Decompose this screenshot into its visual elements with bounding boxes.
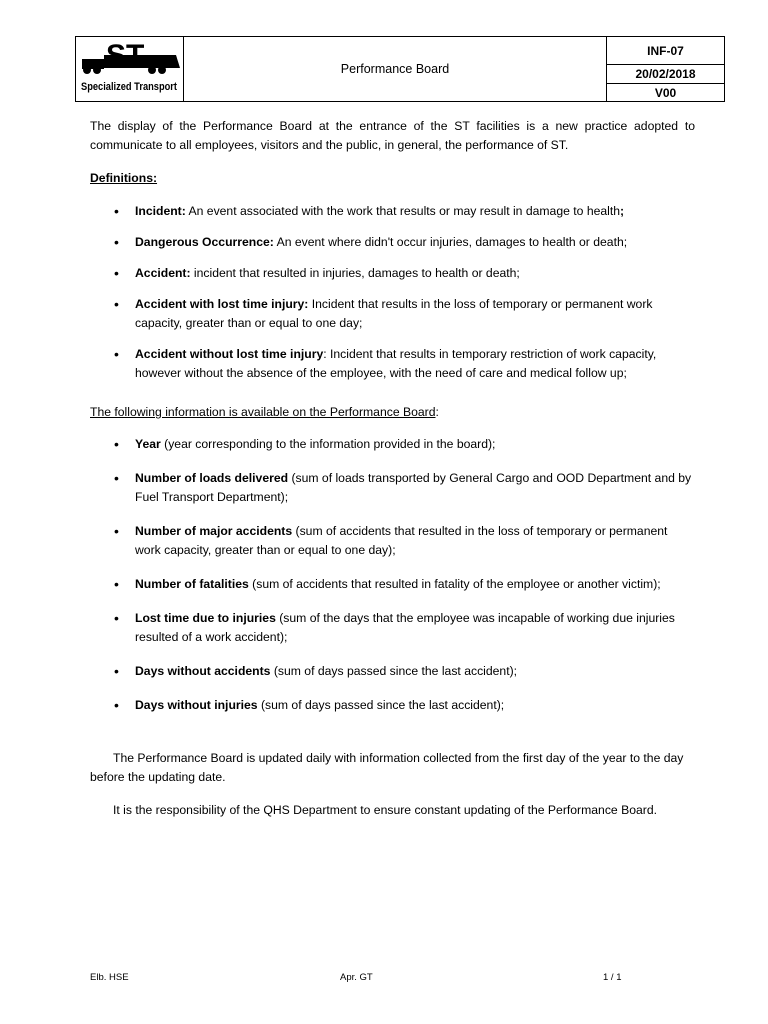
definitions-list bbox=[90, 202, 695, 383]
list-item: • Number of fatalities (sum of accidents that resulted in fatality of the employee or another victim); bbox=[90, 575, 695, 594]
logo-company-text: Specialized Transport bbox=[81, 81, 178, 93]
document-meta bbox=[606, 37, 724, 101]
list-item: • Accident without lost time injury: Incident that results in temporary restriction of work capacity, however without the absence of the employee, with the need of care and medical follow up; bbox=[90, 345, 695, 383]
document-code: INF-07 bbox=[607, 37, 724, 65]
document-version: V00 bbox=[654, 85, 677, 100]
info-list bbox=[90, 435, 695, 715]
list-item: • Lost time due to injuries (sum of the days that the employee was incapable of working due injuries resulted of a work accident); bbox=[90, 609, 695, 647]
logo-big-text: ST bbox=[106, 39, 145, 72]
update-paragraph: The Performance Board is updated daily with information collected from the first day of the year to the day before the updating date. bbox=[90, 751, 684, 784]
document-footer bbox=[0, 972, 768, 988]
list-item: • Year (year corresponding to the information provided in the board); bbox=[90, 435, 695, 454]
list-item: • Incident: An event associated with the work that results or may result in damage to health; bbox=[90, 202, 695, 221]
document-title: Performance Board bbox=[340, 62, 450, 76]
footer-prepared-by: Elb. HSE bbox=[90, 972, 129, 983]
info-heading: The following information is available on the Performance Board: bbox=[90, 405, 439, 419]
list-item: • Accident: incident that resulted in injuries, damages to health or death; bbox=[90, 264, 695, 283]
list-item: • Dangerous Occurrence: An event where didn't occur injuries, damages to health or death; bbox=[90, 233, 695, 252]
list-item: • Days without injuries (sum of days passed since the last accident); bbox=[90, 696, 695, 715]
document-date: 20/02/2018 bbox=[607, 65, 724, 84]
document-header bbox=[75, 36, 725, 102]
footer-approved-by: Apr. GT bbox=[340, 972, 373, 983]
list-item: • Number of major accidents (sum of accidents that resulted in the loss of temporary or permanent work capacity, greater than or equal to one day); bbox=[90, 522, 695, 560]
footer-page-number: 1 / 1 bbox=[603, 972, 622, 983]
list-item: • Accident with lost time injury: Incident that results in the loss of temporary or permanent work capacity, greater than or equal to one day; bbox=[90, 295, 695, 333]
truck-logo-icon bbox=[76, 37, 182, 101]
company-logo bbox=[76, 37, 184, 101]
list-item: • Number of loads delivered (sum of loads transported by General Cargo and OOD Department and by Fuel Transport Department); bbox=[90, 469, 695, 507]
responsibility-paragraph: It is the responsibility of the QHS Department to ensure constant updating of the Performance Board. bbox=[113, 803, 657, 817]
list-item: • Days without accidents (sum of days passed since the last accident); bbox=[90, 662, 695, 681]
intro-paragraph: The display of the Performance Board at the entrance of the ST facilities is a new practice adopted to communicate to all employees, visitors and the public, in general, the performance of ST. bbox=[90, 119, 695, 152]
definitions-heading: Definitions: bbox=[90, 171, 158, 185]
document-body bbox=[90, 117, 695, 820]
